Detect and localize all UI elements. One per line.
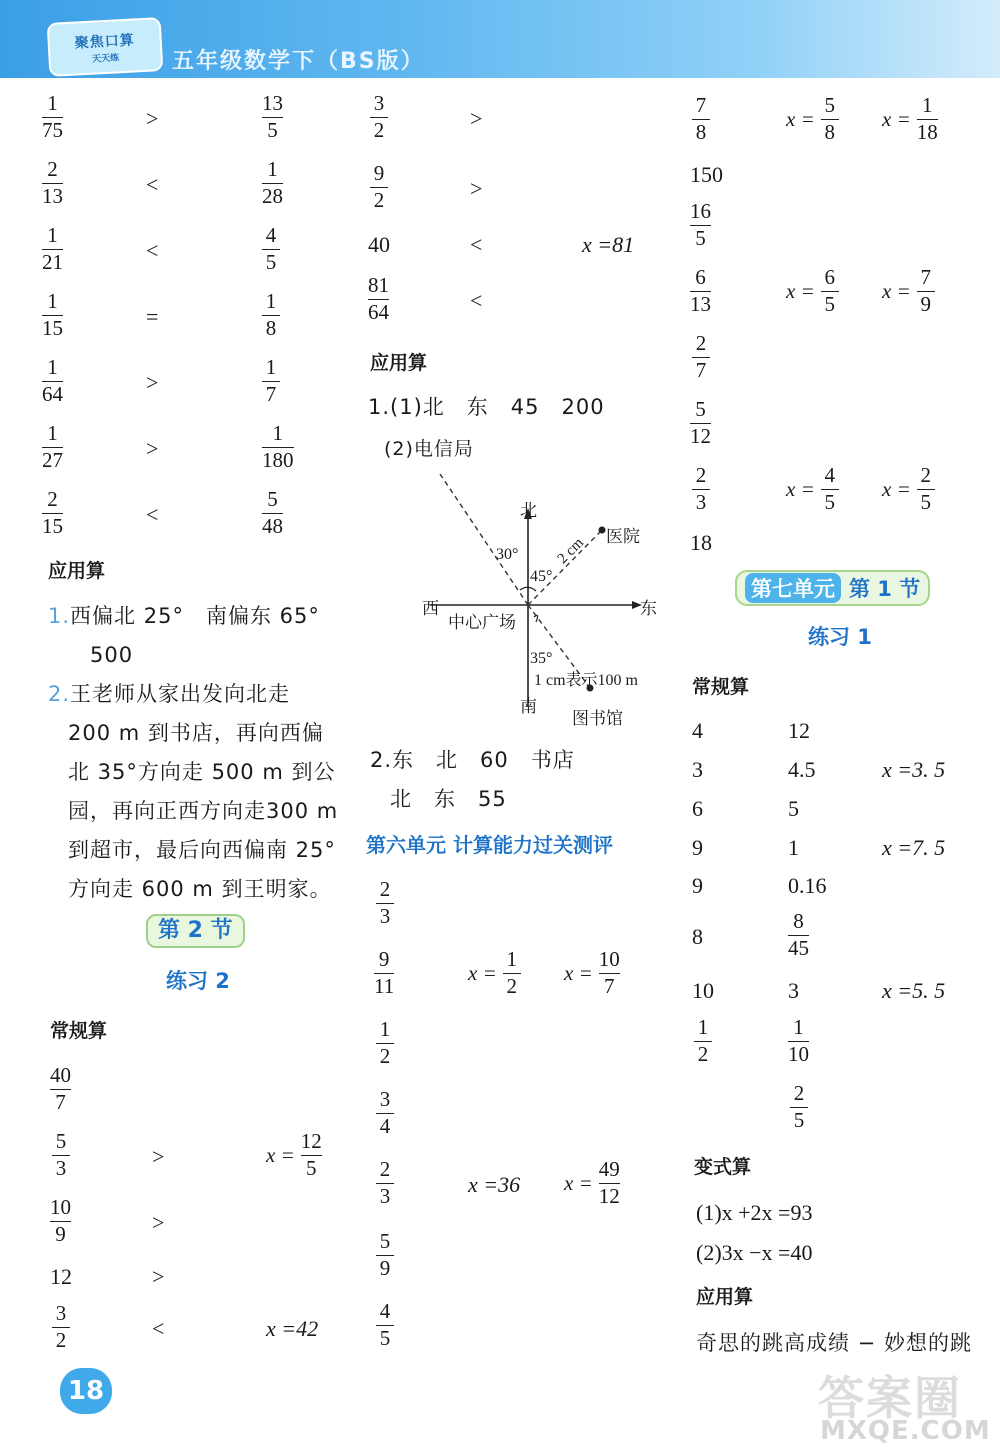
comparison-sign: < [146, 502, 159, 527]
fraction: 40 7 [50, 1063, 71, 1114]
fraction: 1 27 [42, 421, 63, 472]
hospital-label: 医院 [606, 527, 640, 547]
fraction: 1 64 [42, 355, 63, 406]
value: 3 [692, 757, 703, 782]
x-answer: x = $\frac{6}{5}$ [786, 266, 839, 316]
value: 10 [692, 978, 714, 1003]
practice-title: 练习 2 [166, 969, 230, 993]
fraction: 2 3 [376, 878, 394, 928]
fraction: $\frac{10}{7}$ [598, 947, 620, 998]
x-answer: x = $\frac{10}{7}$ [564, 947, 620, 998]
library-label: 图书馆 [572, 709, 623, 729]
value: 1 [788, 835, 799, 860]
answer-line: 奇思的跳高成绩 − 妙想的跳 [696, 1331, 972, 1355]
fraction: 1 7 [262, 356, 280, 406]
book-title: 五年级数学下（BS版） [172, 49, 425, 74]
section-heading: 变式算 [694, 1156, 752, 1178]
value: 8 [692, 924, 703, 949]
fraction: 9 11 [374, 947, 395, 998]
fraction: 5 48 [262, 487, 283, 538]
fraction: 2 13 [42, 157, 63, 208]
ray-telecom [440, 474, 528, 605]
comparison-sign: < [470, 288, 483, 313]
answer-line: 园，再向正西方向走300 m [68, 799, 339, 823]
value: 3 [788, 978, 799, 1003]
x-answer: x = $\frac{1}{18}$ [882, 93, 938, 144]
angle-label: 45° [530, 568, 553, 585]
section-heading: 应用算 [696, 1286, 754, 1308]
fraction: 1 2 [694, 1016, 712, 1066]
comparison-sign: < [146, 172, 159, 197]
fraction: 2 7 [692, 332, 710, 382]
value: 4 [692, 718, 703, 743]
fraction: 3 2 [370, 92, 388, 142]
fraction: 1 8 [262, 290, 280, 340]
comparison-sign: < [146, 238, 159, 263]
fraction: 2 3 [376, 1158, 394, 1208]
equation: (1)x +2x =93 [696, 1200, 813, 1225]
fraction: $\frac{1}{2}$ [503, 948, 521, 998]
x-answer: x =36 [468, 1172, 521, 1197]
fraction: 5 3 [52, 1130, 70, 1180]
comparison-sign: < [152, 1316, 165, 1341]
x-answer: x = $\frac{7}{9}$ [882, 266, 935, 316]
fraction: $\frac{5}{8}$ [821, 94, 839, 144]
center-label: 中心广场 [448, 613, 516, 633]
section-heading: 常规算 [50, 1020, 108, 1042]
fraction: $\frac{4}{5}$ [821, 464, 839, 514]
fraction: 10 9 [50, 1195, 71, 1246]
value: 0.16 [788, 873, 827, 898]
fraction: 1 75 [42, 91, 63, 142]
fraction: 3 4 [376, 1088, 394, 1138]
answer-line: 1.(1)北 东 45 200 [368, 395, 605, 419]
fraction: 81 64 [368, 273, 389, 324]
comparison-sign: > [152, 1144, 165, 1169]
comparison-sign: > [470, 176, 483, 201]
section-heading: 应用算 [48, 560, 106, 582]
x-answer: x = $\frac{2}{5}$ [882, 464, 935, 514]
fraction: 8 45 [788, 909, 809, 960]
fraction: $\frac{49}{12}$ [598, 1157, 620, 1208]
fraction: 4 5 [262, 224, 280, 274]
comparison-sign: > [152, 1264, 165, 1289]
fraction: 1 21 [42, 223, 63, 274]
direction-label-north: 北 [520, 501, 537, 521]
fraction: 5 9 [376, 1230, 394, 1280]
header-banner [0, 0, 1000, 78]
x-answer: x =7. 5 [882, 835, 946, 860]
watermark: 答案圈 [818, 1371, 962, 1425]
scale-label: 1 cm表示100 m [534, 672, 638, 689]
comparison-sign: < [470, 232, 483, 257]
answer-line: 1.西偏北 25° 南偏东 65° [48, 604, 320, 628]
section-badge: 第 2 节 [146, 914, 245, 948]
fraction: 16 5 [690, 199, 711, 250]
fraction: 13 5 [262, 91, 283, 142]
fraction: 1 10 [788, 1015, 809, 1066]
fraction: 3 2 [52, 1302, 70, 1352]
answer-line: 200 m 到书店，再向西偏 [68, 721, 324, 745]
answer-line: 2.王老师从家出发向北走 [48, 682, 291, 706]
fraction: 7 8 [692, 94, 710, 144]
fraction: 2 3 [692, 464, 710, 514]
x-answer: x =3. 5 [882, 757, 946, 782]
direction-label-south: 南 [520, 697, 537, 717]
value: 18 [690, 530, 712, 555]
fraction: 4 5 [376, 1300, 394, 1350]
direction-label-east: 东 [640, 599, 657, 619]
angle-label: 30° [496, 546, 519, 563]
fraction: $\frac{6}{5}$ [821, 266, 839, 316]
angle-label: 35° [530, 650, 553, 667]
comparison-sign: > [146, 370, 159, 395]
fraction: 9 2 [370, 162, 388, 212]
x-answer: x = $\frac{1}{2}$ [468, 948, 521, 998]
answer-line: (2)电信局 [384, 438, 474, 460]
fraction: 6 13 [690, 265, 711, 316]
fraction: $\frac{12}{5}$ [300, 1129, 322, 1180]
fraction: $\frac{2}{5}$ [917, 464, 935, 514]
section-heading: 常规算 [692, 676, 750, 698]
fraction: 2 5 [790, 1082, 808, 1132]
value: 9 [692, 835, 703, 860]
fraction: 1 180 [262, 421, 294, 472]
answer-line: 到超市，最后向西偏南 25° [68, 838, 336, 862]
comparison-sign: > [146, 106, 159, 131]
value: 150 [690, 162, 723, 187]
x-answer: x =5. 5 [882, 978, 946, 1003]
value: 40 [368, 232, 390, 257]
practice-title: 练习 1 [808, 625, 872, 649]
fraction: 5 12 [690, 397, 711, 448]
fraction: 2 15 [42, 487, 63, 538]
fraction: $\frac{1}{18}$ [916, 93, 938, 144]
fraction: 1 2 [376, 1018, 394, 1068]
page-number: 18 [60, 1368, 112, 1414]
watermark: MXQE.COM [820, 1416, 991, 1446]
answer-line: 500 [90, 643, 134, 667]
answer-line: 2.东 北 60 书店 [370, 748, 575, 772]
section-heading: 应用算 [370, 352, 428, 374]
unit-6-title: 第六单元 计算能力过关测评 [366, 833, 613, 857]
comparison-sign: = [146, 304, 159, 329]
comparison-sign: > [470, 106, 483, 131]
answer-line: 北 东 55 [390, 787, 507, 811]
answer-line: 方向走 600 m 到王明家。 [68, 877, 332, 901]
comparison-sign: > [152, 1210, 165, 1235]
value: 5 [788, 796, 799, 821]
answer-line: 北 35°方向走 500 m 到公 [68, 760, 336, 784]
value: 12 [788, 718, 810, 743]
direction-label-west: 西 [422, 599, 439, 619]
value: 6 [692, 796, 703, 821]
value: 12 [50, 1264, 72, 1289]
x-answer: x = $\frac{49}{12}$ [564, 1157, 620, 1208]
angle-arc [534, 615, 538, 622]
x-answer: x = $\frac{4}{5}$ [786, 464, 839, 514]
value: 4.5 [788, 757, 816, 782]
x-answer: x = $\frac{12}{5}$ [266, 1129, 322, 1180]
hospital-point [599, 527, 606, 534]
x-answer: x =42 [266, 1316, 319, 1341]
equation: (2)3x −x =40 [696, 1240, 813, 1265]
x-answer: x =81 [582, 232, 635, 257]
fraction: 1 15 [42, 289, 63, 340]
value: 9 [692, 873, 703, 898]
unit-7-badge: 第七单元 第 1 节 [735, 570, 930, 606]
fraction: $\frac{7}{9}$ [917, 266, 935, 316]
fraction: 1 28 [262, 157, 283, 208]
distance-label: 2 cm [554, 534, 587, 568]
series-logo: 聚焦口算 天天练 [47, 17, 164, 77]
comparison-sign: > [146, 436, 159, 461]
x-answer: x = $\frac{5}{8}$ [786, 94, 839, 144]
